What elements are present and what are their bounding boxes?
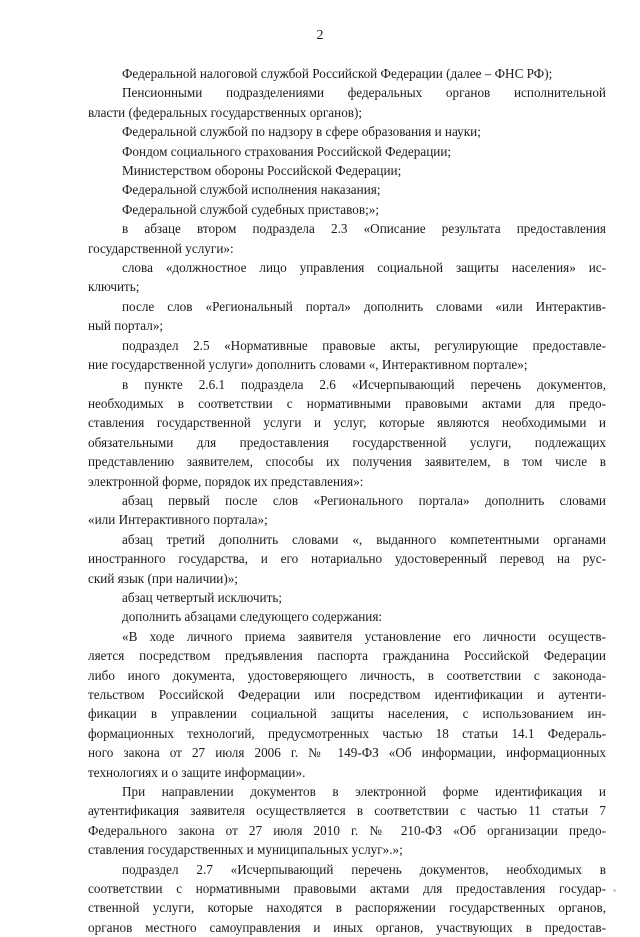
text-line: аутентификация заявителя осуществляется в соответствии с частью 11 статьи 7	[88, 803, 606, 819]
page-number: 2	[316, 28, 324, 43]
text-line: ставления государственной услуги и услуг, которые являются необходимыми и	[88, 415, 606, 431]
text-line: дополнить абзацами следующего содержания:	[122, 609, 383, 625]
text-line: после слов «Региональный портал» дополнить словами «или Интерактив-	[122, 298, 606, 314]
text-line: ключить;	[88, 279, 140, 295]
text-line: Министерством обороны Российской Федерации;	[122, 163, 402, 179]
text-line: тельством Российской Федерации или посредством идентификации и аутенти-	[88, 687, 606, 702]
text-line: государственной услуги»:	[88, 240, 234, 256]
text-line: либо иного документа, удостоверяющего личность, в соответствии с законода-	[88, 667, 606, 683]
text-line: абзац четвертый исключить;	[122, 589, 283, 605]
text-line: ский язык (при наличии)»;	[88, 570, 238, 586]
text-line: иностранного государства, и его нотариально удостоверенный перевод на рус-	[88, 551, 606, 567]
text-line: абзац третий дополнить словами «, выданного компетентными органами	[122, 531, 606, 547]
text-line: формационных технологий, предусмотренных частью 18 статьи 14.1 Федераль-	[88, 725, 606, 741]
scan-speck	[613, 889, 616, 892]
text-line: Федерального закона от 27 июля 2010 г. № 210-ФЗ «Об организации предо-	[88, 822, 606, 838]
text-line: «или Интерактивного портала»;	[88, 512, 268, 528]
text-line: ляется посредством предъявления паспорта гражданина Российской Федерации	[88, 648, 606, 664]
text-line: Фондом социального страхования Российской Федерации;	[122, 143, 452, 159]
text-line: в абзаце втором подраздела 2.3 «Описание результата предоставления	[122, 221, 606, 237]
text-line: электронной форме, порядок их представления»:	[88, 473, 364, 489]
text-line: Федеральной службой судебных приставов;»;	[122, 201, 380, 217]
text-line: Пенсионными подразделениями федеральных органов исполнительной	[122, 85, 606, 101]
text-line: соответствии с нормативными правовыми актами для предоставления государ-	[88, 881, 606, 897]
text-line: представлению заявителем, способы их получения заявителем, в том числе в	[88, 454, 606, 470]
text-line: необходимых в соответствии с нормативными правовыми актами для предо-	[88, 395, 606, 411]
text-line: Федеральной налоговой службой Российской Федерации (далее – ФНС РФ);	[122, 66, 553, 81]
text-line: ние государственной услуги» дополнить словами «, Интерактивном портале»;	[88, 357, 528, 373]
text-line: «В ходе личного приема заявителя установление его личности осуществ-	[122, 628, 606, 644]
text-line: Федеральной службой по надзору в сфере образования и науки;	[122, 124, 481, 140]
text-line: власти (федеральных государственных органов);	[88, 104, 363, 120]
text-line: слова «должностное лицо управления социальной защиты населения» ис-	[122, 260, 606, 276]
text-line: в пункте 2.6.1 подраздела 2.6 «Исчерпывающий перечень документов,	[122, 376, 606, 392]
text-line: ственной услуги, которые находятся в распоряжении государственных органов,	[88, 900, 606, 916]
text-line: Федеральной службой исполнения наказания;	[122, 182, 381, 198]
text-line: подраздел 2.7 «Исчерпывающий перечень документов, необходимых в	[122, 861, 606, 877]
text-line: ставления государственных и муниципальных услуг».»;	[88, 842, 403, 858]
text-line: При направлении документов в электронной форме идентификация и	[122, 784, 606, 800]
text-line: абзац первый после слов «Регионального портала» дополнить словами	[122, 492, 606, 508]
text-line: технологиях и о защите информации».	[88, 764, 306, 780]
text-line: подраздел 2.5 «Нормативные правовые акты, регулирующие предоставле-	[122, 337, 606, 353]
text-line: фикации в управлении социальной защиты населения, с использованием ин-	[88, 706, 606, 722]
document-body	[88, 64, 606, 937]
text-line: органов местного самоуправления и иных органов, участвующих в предостав-	[88, 919, 606, 935]
text-line: обязательными для предоставления государственной услуги, подлежащих	[88, 434, 606, 450]
text-line: ный портал»;	[88, 318, 164, 334]
text-line: ного закона от 27 июля 2006 г. № 149-ФЗ «Об информации, информационных	[88, 745, 606, 761]
